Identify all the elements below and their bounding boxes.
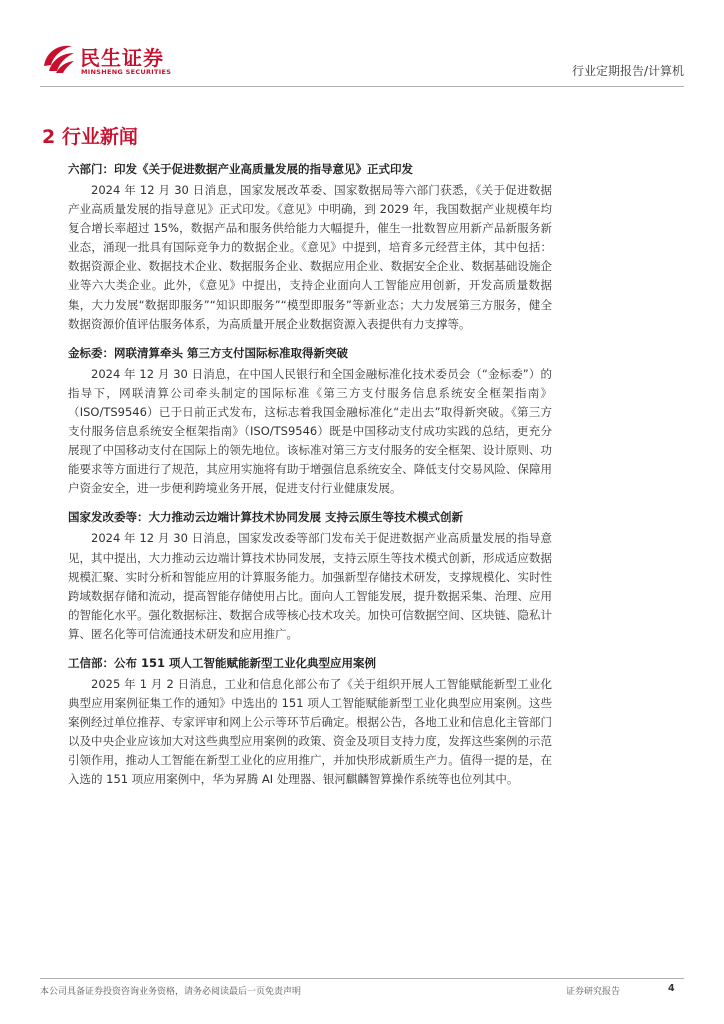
minsheng-emblem-icon [40,40,76,76]
news-body: 2024 年 12 月 30 日消息，国家发改委等部门发布关于促进数据产业高质量发展的指导意见，其中提出，大力推动云边端计算技术协同发展，支持云原生等技术模式创新，形成适应数据规模汇聚、实时分析和智能应用的计算服务能力。加强新型存储技术研发，支撑规模化、实时性跨域数据存储和流动，提高智能存储使用占比。面向人工智能发展，提升数据采集、治理、应用的智能化水平。强化数据标注、数据合成等核心技术攻关。加快可信数据空间、区块链、隐私计算、匿名化等可信流通技术研发和应用推广。 [68,531,552,641]
news-title: 六部门：印发《关于促进数据产业高质量发展的指导意见》正式印发 [68,162,413,176]
news-item [68,654,552,790]
news-title: 工信部：公布 151 项人工智能赋能新型工业化典型应用案例 [68,655,377,670]
brand-name-cn: 民生证券 [80,46,164,70]
brand-name-en: MINSHENG SECURITIES [81,68,172,76]
news-item [68,344,552,499]
footer-divider [40,978,684,979]
report-type-label: 行业定期报告/计算机 [571,64,684,78]
news-title: 国家发改委等：大力推动云边端计算技术协同发展 支持云原生等技术模式创新 [68,510,463,525]
news-list [68,160,552,800]
news-body: 2025 年 1 月 2 日消息，工业和信息化部公布了《关于组织开展人工智能赋能新型工业化典型应用案例征集工作的通知》中选出的 151 项人工智能赋能新型工业化典型应用案例。这些案例经过单位推荐、专家评审和网上公示等环节后确定。根据公告，各地工业和信息化主管部门以及中央企业应该加大对这些典型应用案例的政策、资金及项目支持力度，发挥这些案例的示范引领作用，推动人工智能在新型工业化的应用推广，并加快形成新质生产力。值得一提的是，在入选的 151 项应用案例中，华为昇腾 AI 处理器、银河麒麟智算操作系统等也位列其中。 [68,676,552,787]
footer-disclaimer: 本公司具备证券投资咨询业务资格，请务必阅读最后一页免责声明 [40,987,302,997]
news-title: 金标委：网联清算牵头 第三方支付国际标准取得新突破 [68,345,349,360]
news-body: 2024 年 12 月 30 日消息，国家发展改革委、国家数据局等六部门获悉，《关于促进数据产业高质量发展的指导意见》正式印发。《意见》中明确，到 2029 年，我国数据产业规模年均复合增长率超过 15%，数据产品和服务供给能力大幅提升，催生一批数智应用新产品新服务新业态，涌现一批具有国际竞争力的数据企业。《意见》中提到，培育多元经营主体，其中包括：数据资源企业、数据技术企业、数据服务企业、数据应用企业、数据安全企业、数据基础设施企业等六大类企业。此外，《意见》中提出，支持企业面向人工智能应用创新，开发高质量数据集，大力发展“数据即服务”“知识即服务”“模型即服务”等新业态；大力发展第三方服务，健全数据资源价值评估服务体系，为高质量开展企业数据资源入表提供有力支撑等。 [68,183,552,331]
minsheng-logo [40,40,190,80]
section-title: 2 行业新闻 [42,126,138,148]
page-number: 4 [668,983,675,994]
footer-report-label: 证券研究报告 [566,987,621,997]
news-item [68,160,552,334]
news-item [68,508,552,644]
news-body: 2024 年 12 月 30 日消息，在中国人民银行和全国金融标准化技术委员会（“金标委”）的指导下，网联清算公司牵头制定的国际标准《第三方支付服务信息系统安全框架指南》（ISO/TS9546）已于日前正式发布，这标志着我国金融标准化“走出去”取得新突破。《第三方支付服务信息系统安全框架指南》（ISO/TS9546）既是中国移动支付成功实践的总结，更充分展现了中国移动支付在国际上的领先地位。该标准对第三方支付服务的安全框架、设计原则、功能要求等方面进行了规范，其应用实施将有助于增强信息系统安全、降低支付交易风险、保障用户资金安全，进一步便利跨境业务开展，促进支付行业健康发展。 [68,366,552,496]
header-divider [40,86,684,87]
